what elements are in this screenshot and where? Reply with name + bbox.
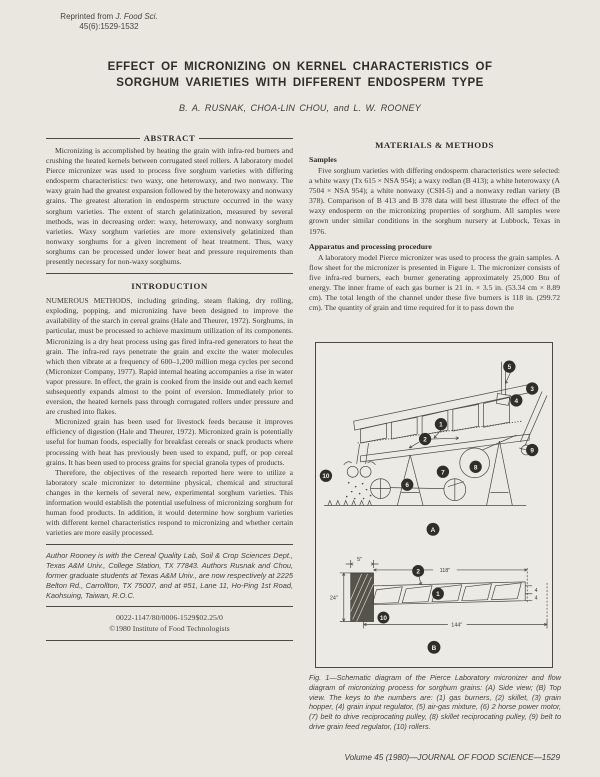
- burner-plan: [462, 584, 492, 601]
- hopper-chute: [520, 391, 547, 445]
- abstract-heading: [46, 133, 293, 143]
- introduction-heading: INTRODUCTION: [131, 281, 208, 292]
- dim-5: [346, 557, 379, 568]
- samples-text: Five sorghum varieties with differing endosperm characteristics were selected: a white waxy (Tx 615 × NSA 954); a waxy redlan (B 413); a white heterowaxy (A 7504 × NSA 954); a white nonwaxy (CSH-5) and a nonwaxy redlan variety (B 378). Comparison of B 413 and B 378 data will best illustrate the effect of the waxy endosperm on the micronizing properties of sorghum. All samples were grown under similar conditions in the sorghum nursery at Lubbock, Texas in 1976.: [309, 166, 560, 236]
- reprint-prefix: Reprinted from: [60, 12, 116, 21]
- apparatus-subheading: Apparatus and processing procedure: [309, 241, 432, 251]
- authors-line: B. A. RUSNAK, CHOA-LIN CHOU, and L. W. ROONEY: [179, 103, 421, 113]
- abstract-heading-label: ABSTRACT: [143, 133, 196, 143]
- abstract-text: Micronizing is accomplished by heating the grain with infra-red burners and crushing the heated kernels between corrugated steel rollers. A laboratory model Pierce micronizer was used to process five sorghum varieties with differing endosperm characteristics: two waxy, one heterowaxy, and two nonwaxy. The waxy grain had the greatest expansion followed by the heterowaxy and nonwaxy grains. The greatest alteration in endosperm structure occurred in the waxy sorghum varieties. The extent of starch gelatinization, measured by several methods, was in decreasing order: waxy, heterowaxy, and nonwaxy sorghum varieties. Waxy sorghum varieties are more extensively gelatinized than nonwaxy sorghums for a given increment of heat treatment. Thus, waxy sorghums can be processed under lower heat and pressure requirements than presently necessary for non-waxy sorghums.: [46, 146, 293, 267]
- badge-top-10: [377, 612, 389, 624]
- svg-text:9: 9: [530, 447, 534, 455]
- reprint-journal: J. Food Sci.: [115, 12, 158, 21]
- view-a-label: [427, 523, 440, 536]
- badge-5: [503, 361, 515, 373]
- badge-10: [320, 470, 332, 482]
- figure-1-caption: Fig. 1—Schematic diagram of the Pierce Laboratory micronizer and flow diagram of micronizing process for sorghum grains: (A) Side view; (B) Top view. The keys to the numbers are: (1) gas burners, (2) skillet, (3) grain hopper, (4) grain input regulator, (5) air-gas mixture, (6) 2 horse power motor, (7) belt to drive reciprocating pulley, (8) skillet reciprocating pulley, (9) belt to drive grain feed regulator, (10) rollers.: [309, 673, 561, 731]
- svg-text:118": 118": [439, 567, 451, 574]
- badge-3: [526, 382, 538, 394]
- roller: [360, 466, 371, 477]
- introduction-paragraph-2: Micronized grain has been used for livestock feeds because it improves efficiency of digestion (Hale and Theurer, 1972). Micronized grain is potentially useful for human foods, especially for breakfast cereals or snack products where processing with heat has previously been used to expand, puff, or pop cereal grains. It has been used to process grains for special granola types of products.: [46, 417, 293, 467]
- dim-4: [525, 586, 537, 602]
- abstract-rule-right: [199, 138, 293, 139]
- svg-text:4: 4: [514, 397, 519, 405]
- belt-link: [448, 482, 464, 487]
- svg-text:144": 144": [451, 622, 463, 629]
- svg-text:10: 10: [379, 615, 388, 623]
- author-footnote: Author Rooney is with the Cereal Quality Lab, Soil & Crop Sciences Dept., Texas A&M Univ., College Station, TX 77843. Authors Rusnak and Chou, former graduate students at Texas A&M Univ., are now respectively at 2225 Belton Rd., Carrollton, TX 75007, and at #51, Lane 11, Ho-Ping 1st Road, Kaohsuing, Taiwan, R.O.C.: [46, 551, 293, 600]
- copyright-block: [46, 613, 293, 634]
- badge-7: [437, 466, 449, 478]
- svg-text:1: 1: [439, 421, 443, 429]
- badge-2: [419, 433, 431, 445]
- micronizer-schematic: [316, 343, 552, 667]
- badge-6: [401, 479, 413, 491]
- apparatus-text: A laboratory model Pierce micronizer was used to process the grain samples. A flow sheet for the micronizer is presented in Figure 1. The micronizer consists of five infra-red burners, each burner generating approximately 25,000 Btu of energy. The inner frame of each gas burner is 21 in. × 3.5 in. (53.34 cm × 8.89 cm). The total length of the channel under these five burners is 118 in. (299.72 cm). The quantity of grain and time required for it to pass down the: [309, 252, 560, 313]
- badge-4: [510, 394, 522, 406]
- svg-text:3: 3: [530, 385, 534, 393]
- introduction-paragraph-3: Therefore, the objectives of the research reported here were to utilize a laboratory scale micronizer to determine physical, chemical and structural changes in the kernels of several new, experimental sorghum varieties. This information would establish the potential usefulness of micronizing sorghum for human food products. In addition, it would determine how sorghum varieties with different kernel characteristics respond to micronizing and whether certain varieties are more easily processed.: [46, 467, 293, 538]
- reprint-note: [30, 12, 188, 32]
- grain-dots: [346, 482, 371, 499]
- badge-top-1: [432, 588, 444, 600]
- svg-text:5: 5: [507, 364, 512, 372]
- left-column: [46, 133, 293, 647]
- svg-text:4: 4: [534, 587, 538, 594]
- burner-plan: [402, 586, 432, 603]
- svg-text:6: 6: [405, 482, 410, 490]
- view-b-label: [428, 641, 441, 654]
- section-divider: [46, 273, 293, 274]
- badge-1: [435, 418, 447, 430]
- title-line-1: EFFECT OF MICRONIZING ON KERNEL CHARACTERISTICS OF: [107, 61, 493, 73]
- arrow-5: [505, 373, 510, 384]
- reprint-citation: 45(6):1529-1532: [79, 22, 139, 31]
- badge-top-2: [412, 565, 424, 585]
- copyright-line: ©1980 Institute of Food Technologists: [109, 623, 230, 633]
- svg-text:B: B: [431, 644, 437, 652]
- svg-text:4: 4: [534, 595, 538, 602]
- footnote-divider-mid: [46, 606, 293, 607]
- title-line-2: SORGHUM VARIETIES WITH DIFFERENT ENDOSPERM TYPE: [116, 76, 484, 89]
- footnote-divider-top: [46, 544, 293, 545]
- roller-arrows: [344, 462, 376, 465]
- footnote-divider-bottom: [46, 640, 293, 641]
- article-title: [0, 60, 600, 91]
- burner-box: [453, 404, 479, 431]
- page-footer: Volume 45 (1980)—JOURNAL OF FOOD SCIENCE—1529: [344, 753, 560, 762]
- methods-heading: MATERIALS & METHODS: [375, 140, 494, 150]
- svg-text:2: 2: [416, 568, 420, 576]
- trestle-leg: [487, 441, 513, 505]
- burner-plan: [492, 583, 522, 600]
- svg-text:10: 10: [322, 473, 330, 481]
- abstract-rule-left: [46, 138, 140, 139]
- roller: [347, 466, 358, 477]
- svg-text:8: 8: [473, 464, 478, 472]
- figure-1: [315, 342, 553, 668]
- badge-9: [526, 444, 538, 456]
- svg-text:7: 7: [441, 469, 445, 477]
- issn-line: 0022-1147/80/0006-1529$02.25/0: [116, 613, 223, 623]
- svg-text:A: A: [430, 526, 436, 534]
- grass: [328, 501, 372, 506]
- right-column: [309, 140, 560, 313]
- svg-text:5": 5": [357, 557, 363, 564]
- svg-text:1: 1: [436, 591, 440, 599]
- badge-8: [469, 461, 481, 473]
- samples-subheading: Samples: [309, 155, 337, 164]
- arrow-1: [434, 430, 441, 438]
- introduction-paragraph-1: NUMEROUS METHODS, including grinding, steam flaking, dry rolling, exploding, popping, and micronizing have been designed to improve the availability of the starch in cereal grains (Hale and Theurer, 1972). Sorghums, in particular, must be processed to achieve maximum utilization of its components. Micronizing is a dry heat process using gas fired infra-red generators to heat the grain. The infra-red rays penetrate the grain and excite the water molecules which then vibrate at a frequency of 600–1,200 million mega cycles per second (Micronizer Company, 1977). Rapid internal heating accompanies a rise in water vapor pressure. In effect, the grain is cooked from the inside out and each kernel subsequently expands almost to the point of eversion. Immediately prior to eversion, the heated kernels pass through corrugated rollers under pressure and are crushed into flakes.: [46, 296, 293, 417]
- dim-24: [330, 573, 351, 622]
- burner-plan: [373, 587, 403, 604]
- drive-belt: [390, 488, 444, 489]
- arrow-9: [519, 448, 526, 450]
- svg-text:24": 24": [329, 595, 338, 602]
- svg-text:2: 2: [423, 436, 427, 444]
